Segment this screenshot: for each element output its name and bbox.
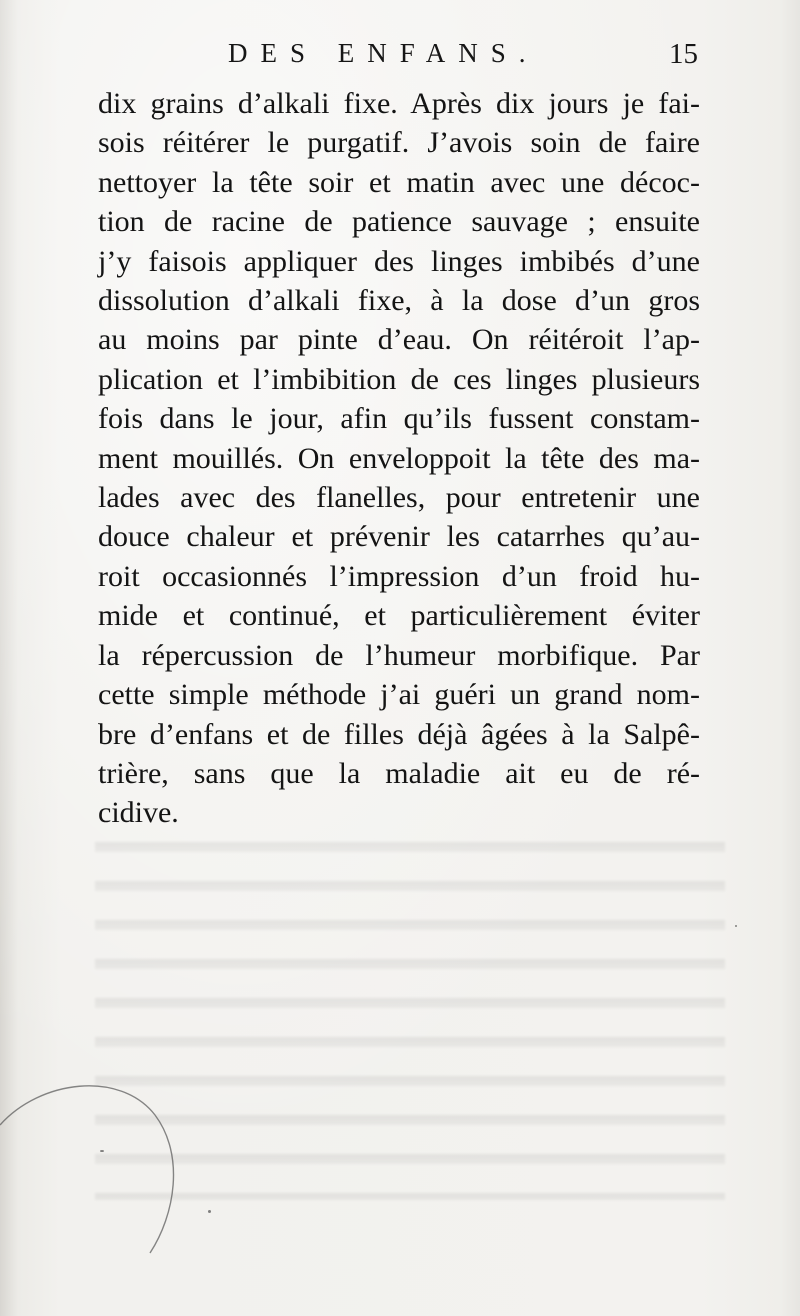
- text-line: douce chaleur et prévenir les catarrhes qu’au-: [98, 520, 700, 554]
- text-line: au moins par pinte d’eau. On réitéroit l’ap-: [98, 323, 700, 357]
- text-line: lades avec des flanelles, pour entretenir une: [98, 481, 700, 515]
- text-line: roit occasionnés l’impression d’un froid hu-: [98, 559, 700, 593]
- text-line: sois réitérer le purgatif. J’avois soin de faire: [98, 126, 700, 160]
- text-line: bre d’enfans et de filles déjà âgées à la Salpê-: [98, 717, 700, 751]
- text-line: nettoyer la tête soir et matin avec une décoc-: [98, 165, 700, 199]
- pencil-circle-mark: [0, 1075, 200, 1255]
- page-header: [228, 38, 698, 78]
- text-line: plication et l’imbibition de ces linges plusieurs: [98, 362, 700, 396]
- text-line: tion de racine de patience sauvage ; ensuite: [98, 205, 700, 239]
- text-line: trière, sans que la maladie ait eu de ré-: [98, 756, 700, 790]
- running-head: DES ENFANS.: [228, 38, 539, 68]
- paper-speck: [100, 1150, 104, 1152]
- text-line: ment mouillés. On enveloppoit la tête des ma-: [98, 441, 700, 475]
- text-line: la répercussion de l’humeur morbifique. Par: [98, 638, 700, 672]
- text-line: dissolution d’alkali fixe, à la dose d’un gros: [98, 284, 700, 318]
- text-line: fois dans le jour, afin qu’ils fussent constam-: [98, 402, 700, 436]
- body-text: [98, 84, 700, 833]
- text-line: cette simple méthode j’ai guéri un grand nom-: [98, 678, 700, 712]
- paper-speck: [208, 1210, 211, 1213]
- text-line: mide et continué, et particulièrement éviter: [98, 599, 700, 633]
- paper-speck: [735, 925, 737, 927]
- text-line: j’y faisois appliquer des linges imbibés d’une: [98, 244, 700, 278]
- text-line: dix grains d’alkali fixe. Après dix jours je fai-: [98, 87, 700, 120]
- page-number: 15: [669, 38, 698, 70]
- text-line: cidive.: [98, 796, 179, 830]
